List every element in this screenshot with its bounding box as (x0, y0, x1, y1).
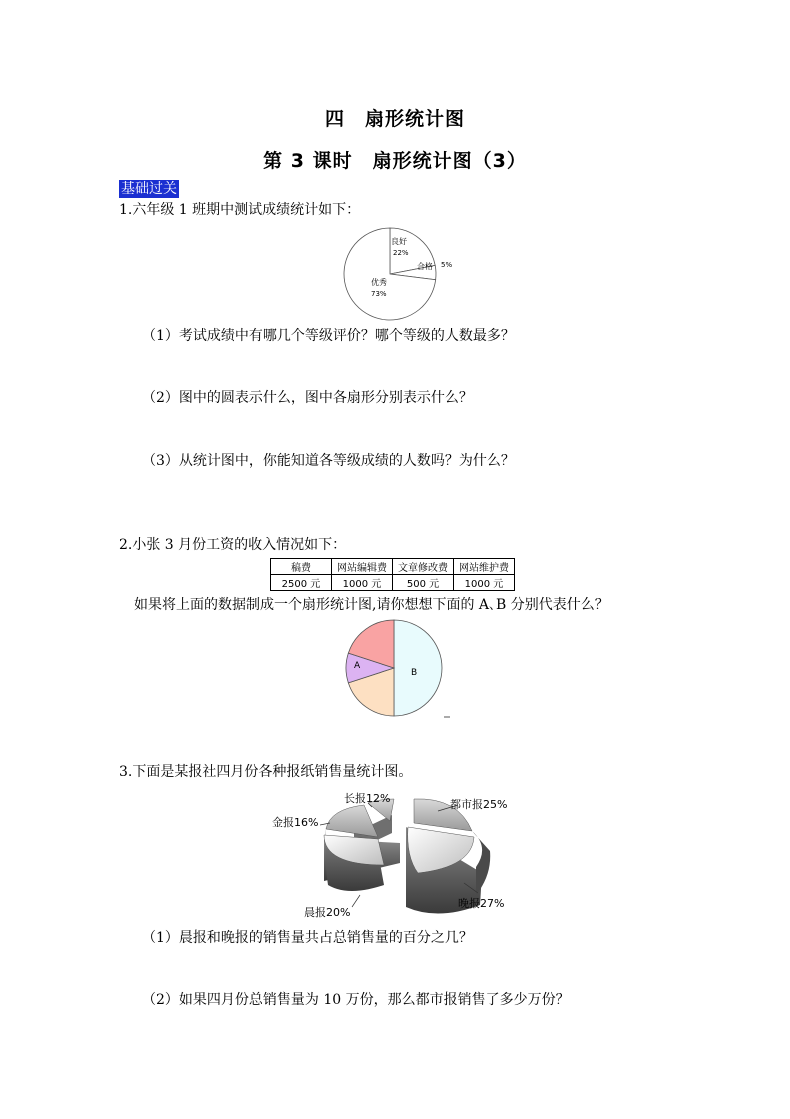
q3-stem: 3.下面是某报社四月份各种报纸销售量统计图。 (119, 764, 413, 780)
q1-pie-slices (344, 228, 436, 320)
q3-sub-1: （1）晨报和晚报的销售量共占总销售量的百分之几？ (142, 930, 473, 946)
q1-value-lianghao: 22% (393, 249, 409, 257)
q1-label-lianghao: 良好 (391, 237, 407, 246)
lesson-title: 第 3 课时 扇形统计图（3） (263, 150, 527, 172)
income-table-value-row (271, 575, 515, 591)
table-header-cell: 网站编辑费 (332, 559, 393, 575)
q3-label-changbao: 长报12% (344, 792, 391, 805)
q2-pie-slices (346, 620, 442, 716)
q1-stem: 1.六年级 1 班期中测试成绩统计如下： (119, 202, 361, 218)
q3-slice-jinbao (326, 805, 378, 837)
q3-label-dushibao: 都市报25% (450, 798, 508, 811)
q1-value-hege: 5% (441, 261, 453, 269)
q1-label-youxiu: 优秀 (371, 278, 387, 287)
q1-value-youxiu: 73% (371, 290, 387, 298)
income-table-header-row (271, 559, 515, 575)
q2-prompt: 如果将上面的数据制成一个扇形统计图,请你想想下面的 A､B 分别代表什么？ (134, 597, 609, 613)
income-table (270, 558, 515, 591)
q1-sub-1: （1）考试成绩中有哪几个等级评价？哪个等级的人数最多？ (142, 328, 515, 344)
q3-label-chenbao: 晨报20% (304, 906, 351, 919)
q1-pie-chart (340, 224, 460, 324)
q2-pie-chart (340, 616, 460, 720)
table-cell: 2500 元 (271, 575, 332, 591)
q2-stem: 2.小张 3 月份工资的收入情况如下： (119, 537, 347, 553)
unit-title: 四 扇形统计图 (324, 108, 465, 130)
table-cell: 1000 元 (454, 575, 515, 591)
table-header-cell: 稿费 (271, 559, 332, 575)
q1-sub-2: （2）图中的圆表示什么，图中各扇形分别表示什么？ (142, 390, 473, 406)
table-cell: 500 元 (393, 575, 454, 591)
section-label: 基础过关 (121, 181, 177, 197)
table-header-cell: 网站维护费 (454, 559, 515, 575)
table-cell: 1000 元 (332, 575, 393, 591)
q1-label-hege: 合格 (417, 262, 433, 271)
q3-label-jinbao: 金报16% (272, 816, 319, 829)
q3-label-wanbao: 晚报27% (458, 897, 505, 910)
q1-sub-3: （3）从统计图中，你能知道各等级成绩的人数吗？为什么？ (142, 453, 515, 469)
q3-sub-2: （2）如果四月份总销售量为 10 万份，那么都市报销售了多少万份？ (142, 992, 570, 1008)
q2-label-a: A (354, 661, 361, 671)
q2-label-b: B (411, 668, 418, 678)
q2-slice-b (394, 620, 442, 716)
q3-pie-chart (268, 787, 522, 921)
table-header-cell: 文章修改费 (393, 559, 454, 575)
q3-leader-chenbao (352, 895, 360, 907)
